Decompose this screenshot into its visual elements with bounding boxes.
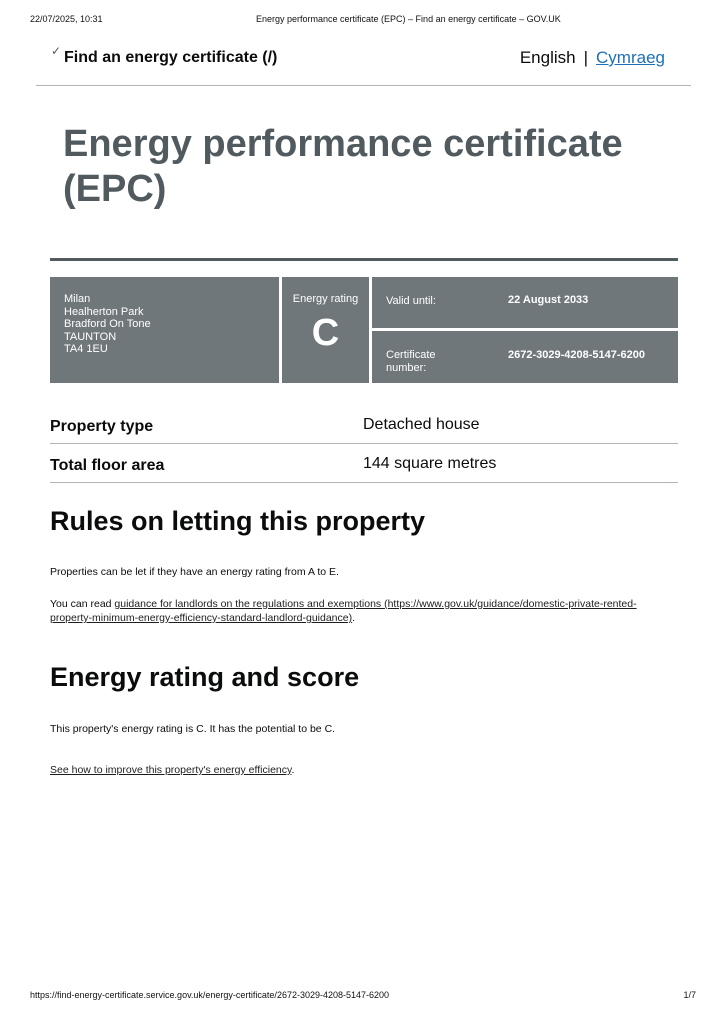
rules-paragraph: Properties can be let if they have an energy rating from A to E. — [50, 566, 339, 578]
guidance-prefix: You can read — [50, 598, 115, 610]
rating-paragraph: This property's energy rating is C. It has the potential to be C. — [50, 723, 336, 735]
rating-heading: Energy rating and score — [50, 662, 360, 692]
section-divider — [50, 258, 678, 261]
print-url: https://find-energy-certificate.service.gov.uk/energy-certificate/2672-3029-4208-5147-6200 — [30, 990, 390, 1000]
language-cymraeg-link[interactable]: Cymraeg — [596, 48, 665, 67]
crown-icon: ✓ — [51, 44, 62, 58]
property-address — [64, 293, 151, 356]
service-header — [36, 40, 691, 86]
address-line: TA4 1EU — [64, 343, 108, 355]
address-line: TAUNTON — [64, 330, 117, 343]
energy-rating-label: Energy rating — [292, 293, 359, 305]
summary-row-property-type — [50, 406, 678, 444]
service-name-link[interactable]: Find an energy certificate (/) — [64, 49, 278, 66]
valid-until-value: 22 August 2033 — [508, 294, 589, 306]
improve-efficiency-link[interactable]: See how to improve this property's energy efficiency — [50, 764, 292, 776]
address-line: Healherton Park — [64, 305, 144, 318]
certificate-number-value: 2672-3029-4208-5147-6200 — [508, 349, 646, 361]
address-line: Milan — [64, 293, 91, 305]
summary-key: Total floor area — [50, 457, 165, 474]
certificate-number-label: Certificate number: — [386, 349, 436, 374]
print-header — [30, 14, 704, 28]
summary-value: 144 square metres — [363, 455, 497, 472]
summary-row-floor-area — [50, 445, 678, 483]
guidance-suffix: . — [352, 612, 356, 624]
improve-suffix: . — [291, 764, 295, 776]
print-datetime: 22/07/2025, 10:31 — [30, 14, 103, 24]
page-number: 1/7 — [683, 990, 696, 1000]
language-english: English — [519, 48, 576, 67]
address-line: Bradford On Tone — [64, 318, 151, 330]
print-page-title: Energy performance certificate (EPC) – Find an energy certificate – GOV.UK — [256, 14, 561, 24]
language-switcher — [520, 48, 665, 68]
rules-guidance-paragraph — [50, 597, 660, 625]
landlord-guidance-link[interactable]: guidance for landlords on the regulations and exemptions (https://www.gov.uk/guidance/domestic-private-rented-property-minimum-energy-efficiency-standard-landlord-guidance) — [50, 598, 637, 624]
page-title: Energy performance certificate (EPC) — [63, 123, 623, 210]
energy-rating-letter: C — [311, 312, 340, 354]
epc-summary-box — [50, 277, 678, 383]
valid-until-label: Valid until: — [386, 295, 436, 307]
box-divider — [372, 328, 678, 331]
improve-paragraph — [50, 763, 660, 777]
summary-key: Property type — [50, 418, 154, 435]
print-footer — [30, 990, 696, 1002]
rules-heading: Rules on letting this property — [50, 506, 426, 536]
summary-value: Detached house — [363, 416, 480, 433]
language-separator: | — [583, 48, 589, 67]
